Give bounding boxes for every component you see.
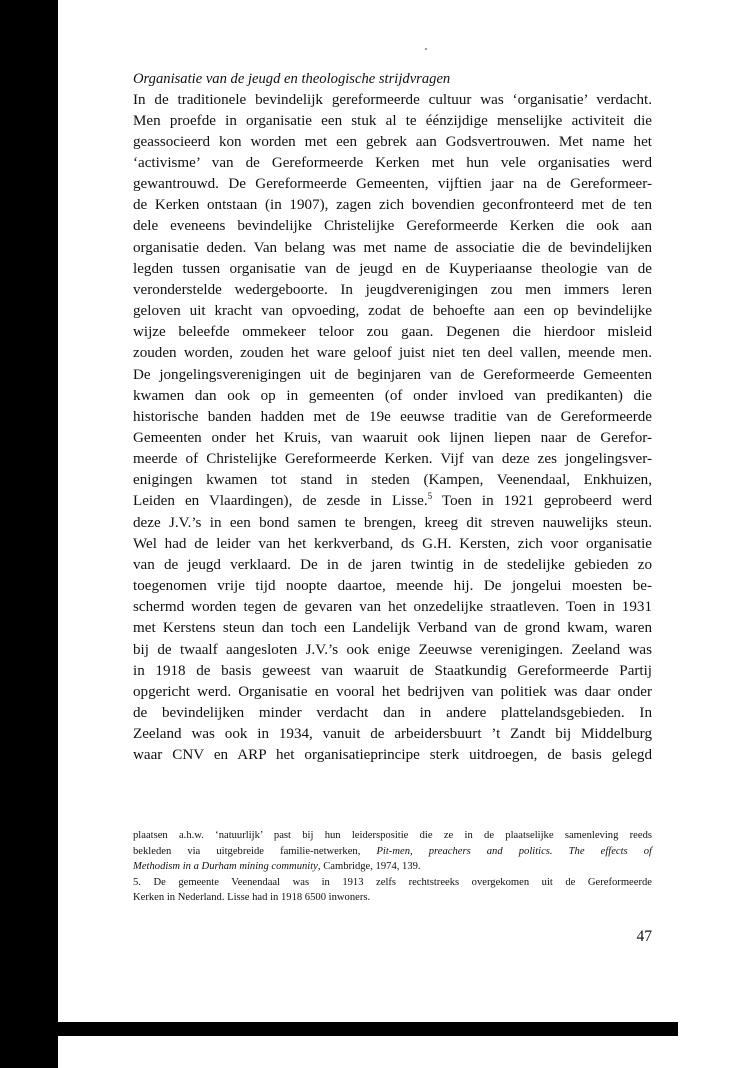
text-line: schermd worden tegen de gevaren van het onzedelijke straatleven. Toen in 1931 <box>133 599 652 616</box>
footnote-line <box>133 859 652 875</box>
text-line: In de traditionele bevindelijk gereformeerde cultuur was ‘organisatie’ verdacht. <box>133 91 652 108</box>
text-line: gewantrouwd. De Gereformeerde Gemeenten, vijftien jaar na de Gereformeer- <box>133 176 652 193</box>
footnotes <box>133 828 652 906</box>
text-line: Gemeenten onder het Kruis, van waaruit ook lijnen liepen naar de Gerefor- <box>133 430 652 446</box>
body-paragraph <box>133 90 652 767</box>
text-line: waar CNV en ARP het organisatieprincipe sterk uitdroegen, de basis gelegd <box>133 747 652 764</box>
text-line: legden tussen organisatie van de jeugd en de Kuyperiaanse theologie van de <box>133 260 652 277</box>
footnote-5-line: Kerken in Nederland. Lisse had in 1918 6500 inwoners. <box>133 892 371 904</box>
footnote-line: plaatsen a.h.w. ‘natuurlijk’ past bij hun leiderspositie die ze in de plaatselijke samenleving reeds <box>133 830 652 841</box>
text-line: wijze beleefde ommekeer teloor zou gaan. Degenen die hierdoor misleid <box>133 324 652 341</box>
text-line-with-footnote <box>133 491 652 512</box>
footnote-title: Methodism in a Durham mining community <box>133 861 318 873</box>
scan-bottom-border <box>58 1022 678 1036</box>
text-line: historische banden hadden met de 19e eeuwse traditie van de Gereformeerde <box>133 408 652 425</box>
footnote-5-line: 5. De gemeente Veenendaal was in 1913 zelfs rechtstreeks overgekomen uit de Gereformeerde <box>133 876 652 888</box>
text-line: veronderstelde wedergeboorte. In jeugdverenigingen zou men immers leren <box>133 281 652 298</box>
text-line: Zeeland was ook in 1934, vanuit de arbeidersbuurt ’t Zandt bij Middelburg <box>133 726 652 743</box>
text-line: geloven uit kracht van opvoeding, zodat de behoefte aan een op bevindelijke <box>133 303 652 320</box>
page-number: 47 <box>636 928 652 945</box>
main-text <box>133 70 652 767</box>
footnote-line <box>133 844 652 860</box>
text-line: deze J.V.’s in een bond samen te brengen, kreeg dit streven nauwelijks steun. <box>133 514 652 531</box>
text-line: De jongelingsverenigingen uit de beginjaren van de Gereformeerde Gemeenten <box>133 366 652 383</box>
text-line: geassocieerd kon worden met een gebrek aan Godsvertrouwen. Met name het <box>133 133 652 150</box>
scan-left-border <box>0 0 58 1068</box>
text-line: de bevindelijken minder verdacht dan in andere plattelandsgebieden. In <box>133 705 652 722</box>
text-line: opgericht werd. Organisatie en vooral het bedrijven van politiek was daar onder <box>133 683 652 700</box>
text-line: van de jeugd verklaard. De in de jaren twintig in de stedelijke gebieden zo <box>133 556 652 573</box>
text-segment: Toen in 1921 geprobeerd werd <box>432 493 652 510</box>
text-line: in 1918 de basis geweest van waaruit de Staatkundig Gereformeerde Partij <box>133 662 652 679</box>
footnote-text: bekleden via uitgebreide familie-netwerken, <box>133 845 377 857</box>
text-line: Men proefde in organisatie een stuk al te éénzijdige menselijke activiteit die <box>133 112 652 129</box>
text-line: bij de twaalf aangesloten J.V.’s ook enige Zeeuwse verenigingen. Zeeland was <box>133 641 652 658</box>
text-segment: Leiden en Vlaardingen), de zesde in Lisse. <box>133 493 428 510</box>
scan-speck <box>425 48 427 50</box>
text-line: meerde of Christelijke Gereformeerde Kerken. Vijf van deze zes jongelingsver- <box>133 451 652 468</box>
text-line: de Kerken ontstaan (in 1907), zagen zich bovendien geconfronteerd met de ten <box>133 197 652 214</box>
text-line: ‘activisme’ van de Gereformeerde Kerken met hun vele organisaties werd <box>133 154 652 171</box>
footnote-reference[interactable]: 5 <box>427 491 433 502</box>
text-line: organisatie deden. Van belang was met name de associatie die de bevindelijken <box>133 239 652 256</box>
text-line: kwamen dan ook op in gemeenten (of onder invloed van predikanten) die <box>133 387 652 404</box>
text-line: Wel had de leider van het kerkverband, ds G.H. Kersten, zich voor organisatie <box>133 535 652 552</box>
text-line: enigingen kwamen tot stand in steden (Kampen, Veenendaal, Enkhuizen, <box>133 472 652 489</box>
footnote-title: Pit-men, preachers and politics. The effects of <box>376 845 652 857</box>
text-line: zouden worden, zouden het ware geloof juist niet ten deel vallen, meende men. <box>133 345 652 362</box>
text-line: toegenomen vrije tijd noopte daartoe, meende hij. De jongelui moesten be- <box>133 578 652 595</box>
footnote-text: , Cambridge, 1974, 139. <box>317 861 421 873</box>
text-line: dele eveneens bevindelijke Christelijke Gereformeerde Kerken die ook aan <box>133 218 652 235</box>
text-line: met Kerstens steun dan toch een Landelijk Verband van de grond kwam, waren <box>133 620 652 637</box>
section-heading: Organisatie van de jeugd en theologische strijdvragen <box>133 71 451 87</box>
